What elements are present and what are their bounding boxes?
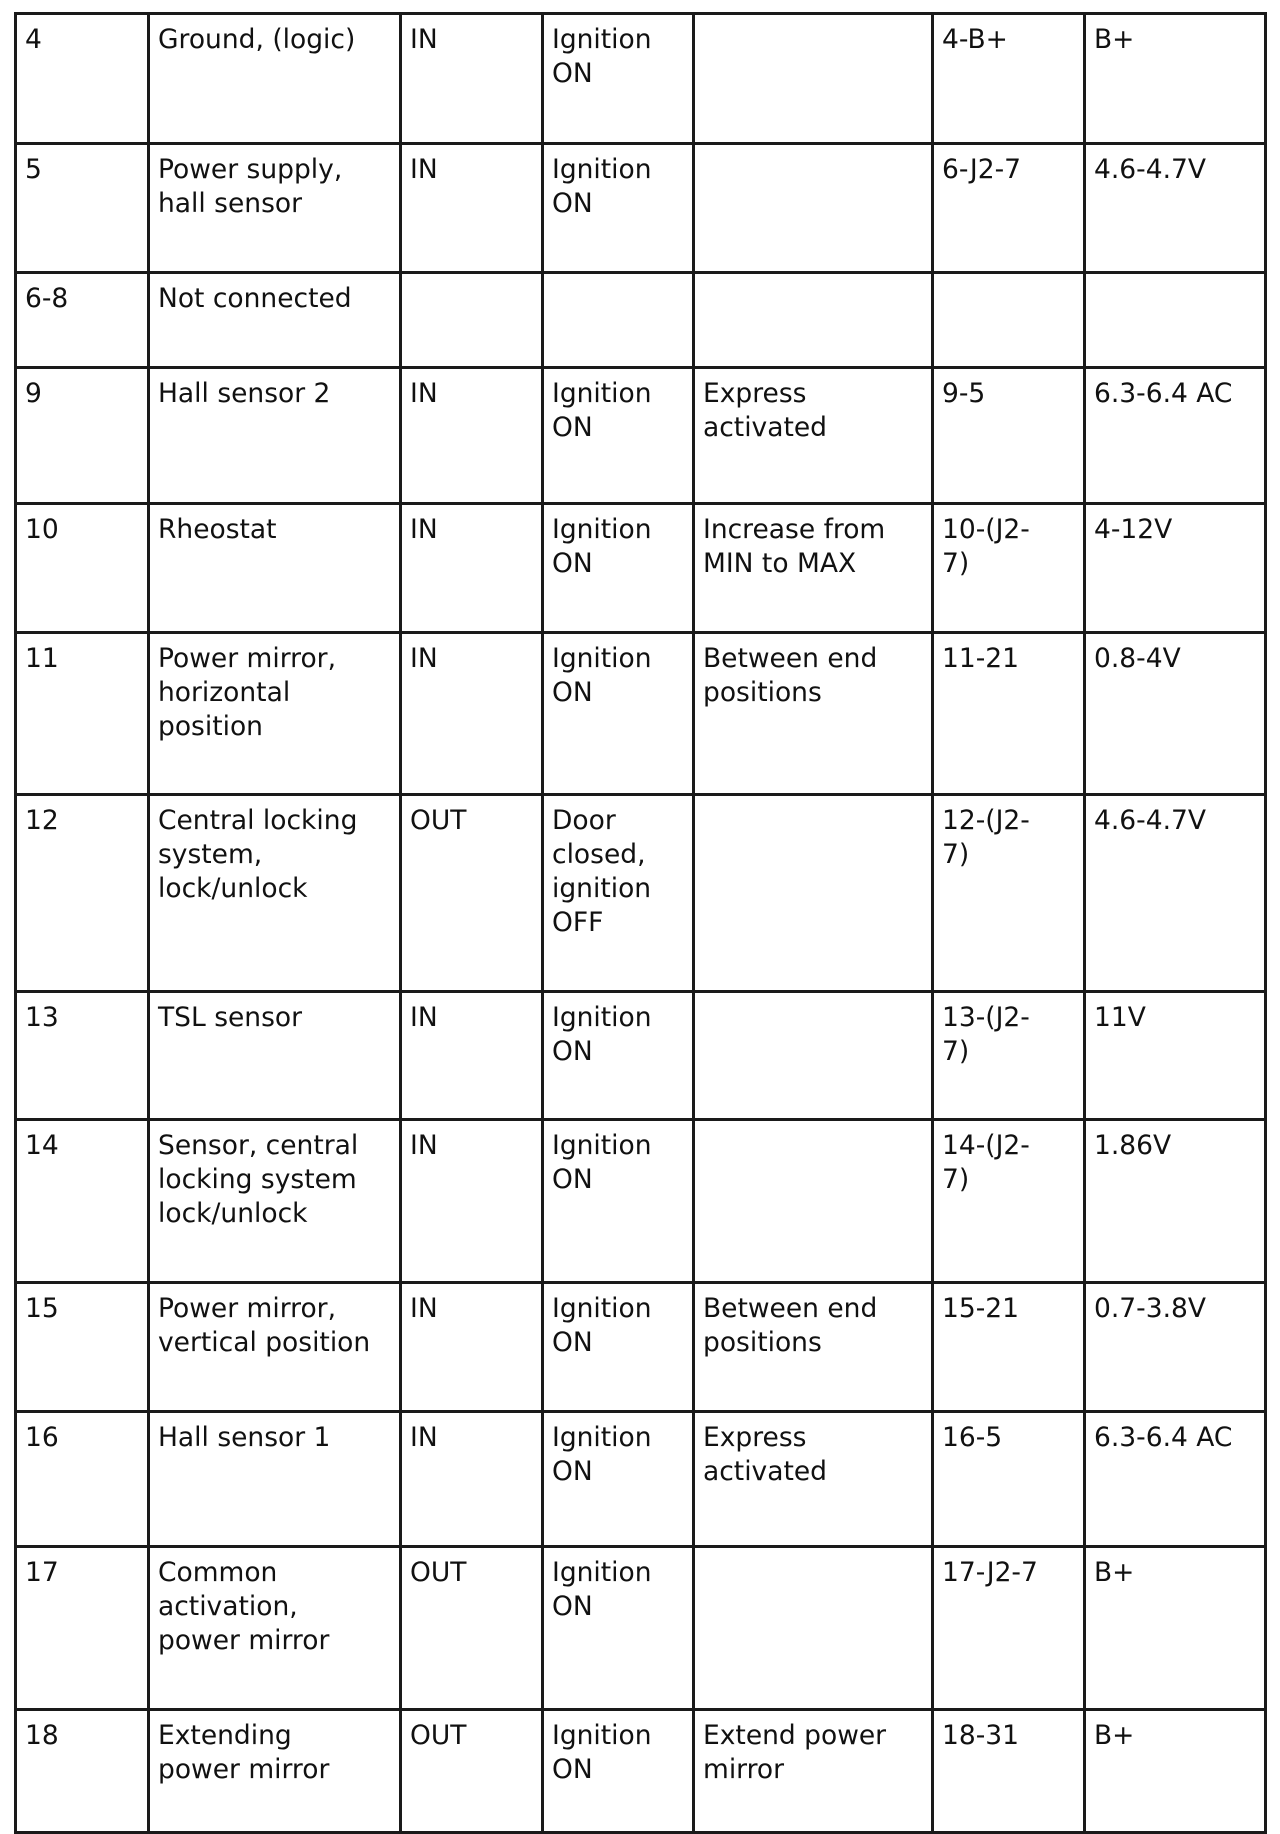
pin-cell: 13 <box>16 992 149 1120</box>
signal-type-cell: OUT <box>401 795 543 992</box>
value-cell: 4.6-4.7V <box>1085 144 1266 273</box>
pin-cell: 9 <box>16 368 149 504</box>
signal-type-cell: OUT <box>401 1710 543 1833</box>
note-cell: Between end positions <box>694 633 933 795</box>
pin-cell: 18 <box>16 1710 149 1833</box>
measure-point-cell: 15-21 <box>933 1283 1085 1412</box>
value-cell: 11V <box>1085 992 1266 1120</box>
measure-point-cell: 12-(J2- 7) <box>933 795 1085 992</box>
table-row-pin-10 <box>16 504 1266 633</box>
note-cell: Express activated <box>694 368 933 504</box>
note-cell <box>694 144 933 273</box>
table-row-pin-17 <box>16 1547 1266 1710</box>
note-cell <box>694 992 933 1120</box>
measure-point-cell: 9-5 <box>933 368 1085 504</box>
description-cell: Power supply, hall sensor <box>149 144 401 273</box>
pin-cell: 4 <box>16 14 149 144</box>
measure-point-cell: 11-21 <box>933 633 1085 795</box>
description-cell: Sensor, central locking system lock/unlock <box>149 1120 401 1283</box>
signal-type-cell: IN <box>401 633 543 795</box>
signal-type-cell: OUT <box>401 1547 543 1710</box>
table-row-pin-11 <box>16 633 1266 795</box>
condition-cell <box>543 273 694 368</box>
value-cell: 4-12V <box>1085 504 1266 633</box>
description-cell: Ground, (logic) <box>149 14 401 144</box>
table-row-pin-9 <box>16 368 1266 504</box>
table-row-pin-15 <box>16 1283 1266 1412</box>
pin-cell: 10 <box>16 504 149 633</box>
condition-cell: Ignition ON <box>543 368 694 504</box>
measure-point-cell: 18-31 <box>933 1710 1085 1833</box>
description-cell: Central locking system, lock/unlock <box>149 795 401 992</box>
signal-type-cell: IN <box>401 1120 543 1283</box>
description-cell: Power mirror, vertical position <box>149 1283 401 1412</box>
measure-point-cell: 13-(J2- 7) <box>933 992 1085 1120</box>
condition-cell: Ignition ON <box>543 1120 694 1283</box>
signal-type-cell <box>401 273 543 368</box>
note-cell <box>694 1120 933 1283</box>
table-row-pin-16 <box>16 1412 1266 1547</box>
pin-cell: 16 <box>16 1412 149 1547</box>
signal-type-cell: IN <box>401 368 543 504</box>
description-cell: Common activation, power mirror <box>149 1547 401 1710</box>
note-cell <box>694 14 933 144</box>
condition-cell: Ignition ON <box>543 14 694 144</box>
condition-cell: Ignition ON <box>543 1283 694 1412</box>
note-cell <box>694 273 933 368</box>
note-cell: Between end positions <box>694 1283 933 1412</box>
table-row-pin-5 <box>16 144 1266 273</box>
description-cell: Hall sensor 2 <box>149 368 401 504</box>
pin-measurement-table <box>14 12 1267 1834</box>
pin-cell: 14 <box>16 1120 149 1283</box>
value-cell: 6.3-6.4 AC <box>1085 1412 1266 1547</box>
value-cell: B+ <box>1085 1710 1266 1833</box>
table-row-pin-6-8 <box>16 273 1266 368</box>
table-row-pin-18 <box>16 1710 1266 1833</box>
pin-cell: 6-8 <box>16 273 149 368</box>
signal-type-cell: IN <box>401 144 543 273</box>
condition-cell: Ignition ON <box>543 1412 694 1547</box>
value-cell: 0.7-3.8V <box>1085 1283 1266 1412</box>
pin-cell: 12 <box>16 795 149 992</box>
note-cell: Express activated <box>694 1412 933 1547</box>
signal-type-cell: IN <box>401 504 543 633</box>
table-row-pin-12 <box>16 795 1266 992</box>
value-cell: B+ <box>1085 14 1266 144</box>
signal-type-cell: IN <box>401 1283 543 1412</box>
value-cell: 0.8-4V <box>1085 633 1266 795</box>
signal-type-cell: IN <box>401 14 543 144</box>
description-cell: Not connected <box>149 273 401 368</box>
description-cell: Hall sensor 1 <box>149 1412 401 1547</box>
note-cell <box>694 795 933 992</box>
value-cell: 6.3-6.4 AC <box>1085 368 1266 504</box>
value-cell <box>1085 273 1266 368</box>
pin-cell: 15 <box>16 1283 149 1412</box>
measure-point-cell <box>933 273 1085 368</box>
pin-cell: 17 <box>16 1547 149 1710</box>
condition-cell: Ignition ON <box>543 1710 694 1833</box>
pin-cell: 11 <box>16 633 149 795</box>
condition-cell: Ignition ON <box>543 144 694 273</box>
measure-point-cell: 6-J2-7 <box>933 144 1085 273</box>
value-cell: B+ <box>1085 1547 1266 1710</box>
table-row-pin-4 <box>16 14 1266 144</box>
description-cell: Power mirror, horizontal position <box>149 633 401 795</box>
condition-cell: Ignition ON <box>543 992 694 1120</box>
description-cell: Rheostat <box>149 504 401 633</box>
measure-point-cell: 10-(J2- 7) <box>933 504 1085 633</box>
measure-point-cell: 16-5 <box>933 1412 1085 1547</box>
condition-cell: Ignition ON <box>543 1547 694 1710</box>
condition-cell: Ignition ON <box>543 633 694 795</box>
condition-cell: Ignition ON <box>543 504 694 633</box>
table-row-pin-14 <box>16 1120 1266 1283</box>
signal-type-cell: IN <box>401 1412 543 1547</box>
signal-type-cell: IN <box>401 992 543 1120</box>
measure-point-cell: 14-(J2- 7) <box>933 1120 1085 1283</box>
measure-point-cell: 4-B+ <box>933 14 1085 144</box>
note-cell: Extend power mirror <box>694 1710 933 1833</box>
description-cell: TSL sensor <box>149 992 401 1120</box>
table-row-pin-13 <box>16 992 1266 1120</box>
pin-cell: 5 <box>16 144 149 273</box>
value-cell: 1.86V <box>1085 1120 1266 1283</box>
description-cell: Extending power mirror <box>149 1710 401 1833</box>
note-cell <box>694 1547 933 1710</box>
measure-point-cell: 17-J2-7 <box>933 1547 1085 1710</box>
value-cell: 4.6-4.7V <box>1085 795 1266 992</box>
condition-cell: Door closed, ignition OFF <box>543 795 694 992</box>
note-cell: Increase from MIN to MAX <box>694 504 933 633</box>
